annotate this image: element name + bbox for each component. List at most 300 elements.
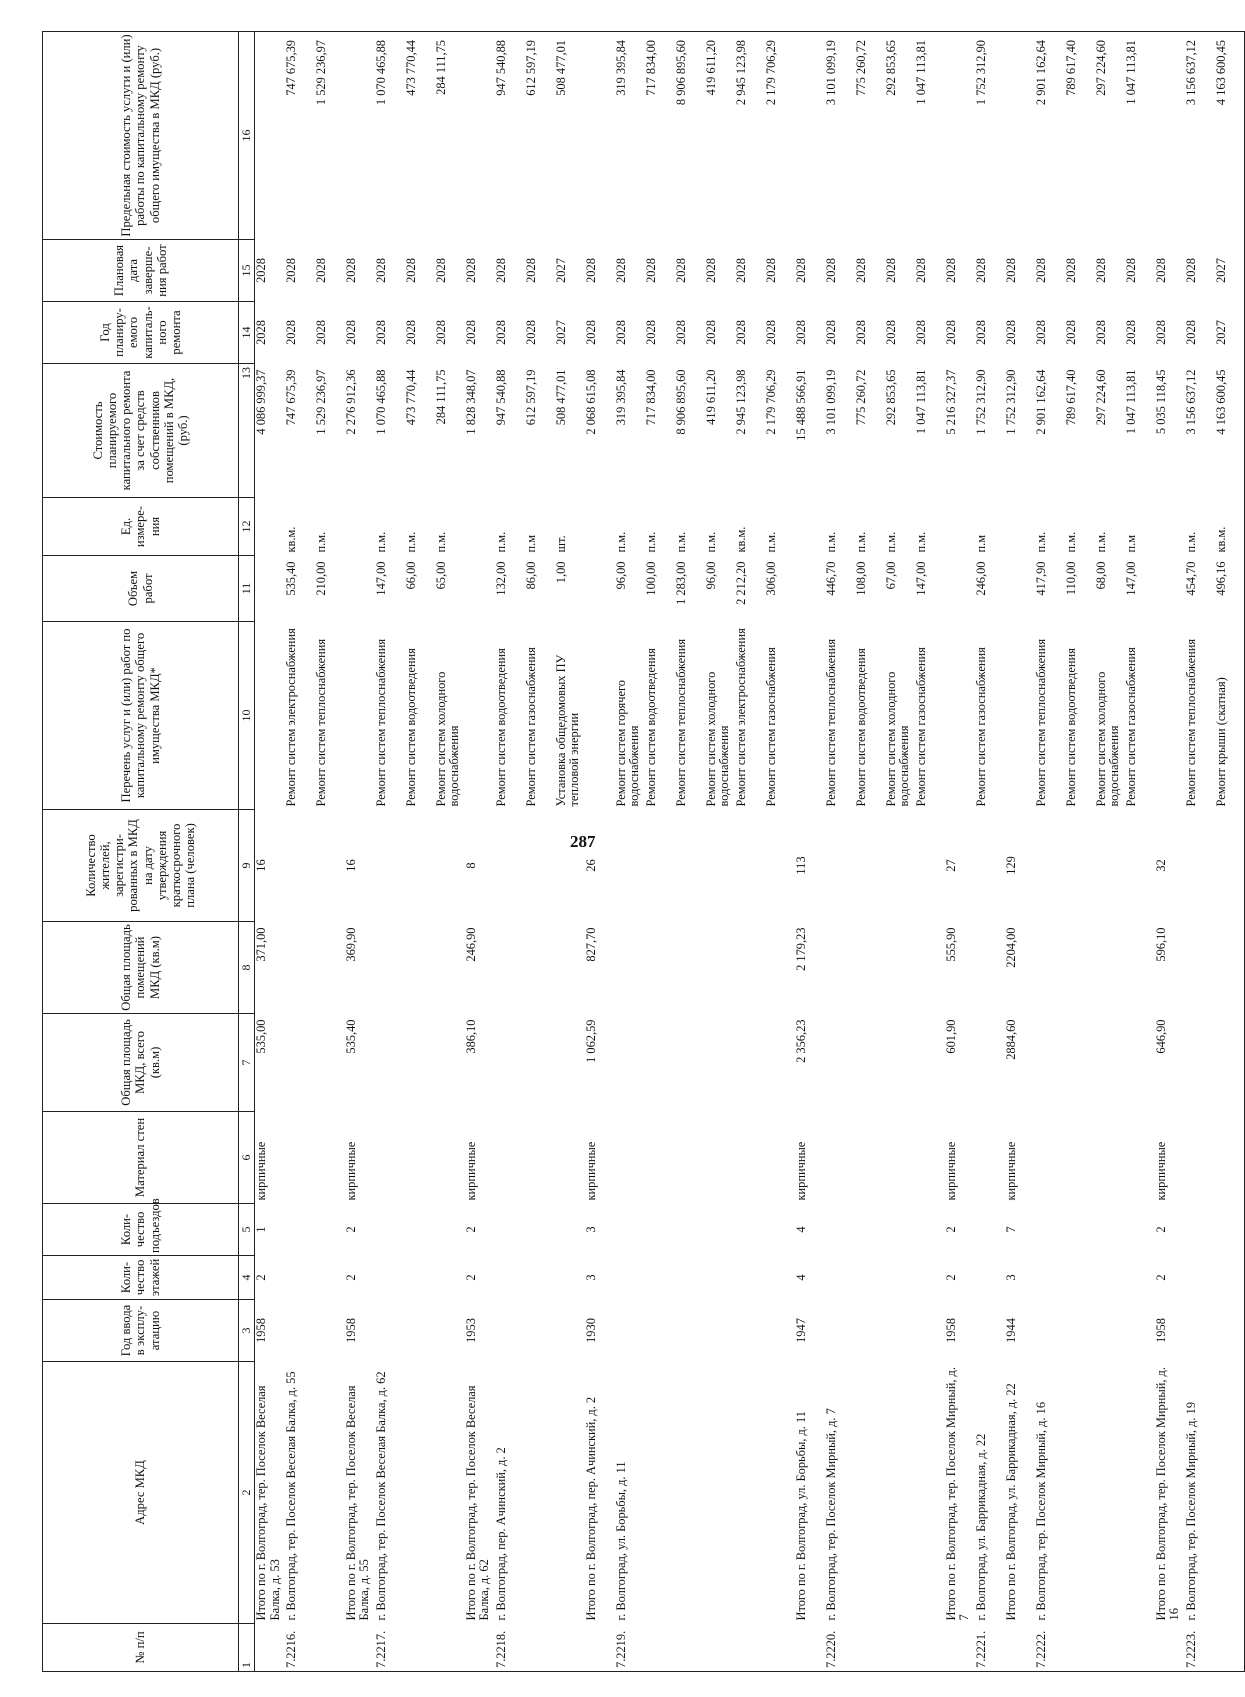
table-row <box>1215 32 1245 1672</box>
capital-repair-table <box>42 31 1245 1672</box>
cell-c12: п.м. <box>493 531 508 553</box>
cell-c5 <box>855 1204 885 1256</box>
cell-c14: 2028 <box>733 320 748 345</box>
cell-c2 <box>705 1362 735 1624</box>
cell-c14: 2028 <box>583 320 598 345</box>
cell-c9 <box>885 810 915 922</box>
cell-c15: 2028 <box>823 258 838 283</box>
cell-c3: 1958 <box>943 1318 958 1343</box>
cell-c10 <box>1005 622 1035 810</box>
cell-c8: 596,10 <box>1153 927 1168 962</box>
cell-c6 <box>1125 1112 1155 1204</box>
cell-c3 <box>1065 1300 1095 1362</box>
cell-c3 <box>1095 1300 1125 1362</box>
rotated-sheet <box>42 32 1228 1672</box>
cell-c6 <box>825 1112 855 1204</box>
cell-c11: 1 283,00 <box>673 561 688 605</box>
cell-c16: 2 945 123,98 <box>735 32 765 240</box>
cell-c13: 2 945 123,98 <box>733 369 748 435</box>
cell-c5 <box>735 1204 765 1256</box>
cell-c2: г. Волгоград, тер. Поселок Мирный, д. 7 <box>823 1408 838 1621</box>
column-number: 11 <box>239 556 255 622</box>
cell-c6 <box>1185 1112 1215 1204</box>
table-row <box>705 32 735 1672</box>
cell-c3 <box>885 1300 915 1362</box>
cell-c3 <box>315 1300 345 1362</box>
cell-c9: 16 <box>343 859 358 872</box>
cell-c16: 747 675,39 <box>285 32 315 240</box>
cell-c14: 2028 <box>1183 320 1198 345</box>
cell-c4 <box>885 1256 915 1300</box>
cell-c16: 292 853,65 <box>885 32 915 240</box>
cell-c1 <box>435 1624 465 1672</box>
cell-c15: 2028 <box>793 258 808 283</box>
cell-c5 <box>555 1204 585 1256</box>
table-row <box>645 32 675 1672</box>
table-row <box>915 32 945 1672</box>
cell-c8 <box>1065 922 1095 1014</box>
cell-c6 <box>765 1112 795 1204</box>
cell-c10: Ремонт систем электроснабжения <box>733 628 748 807</box>
cell-c8 <box>555 922 585 1014</box>
cell-c7 <box>705 1014 735 1112</box>
cell-c14: 2028 <box>793 320 808 345</box>
cell-c1 <box>1215 1624 1245 1672</box>
cell-c15: 2028 <box>1123 258 1138 283</box>
cell-c14: 2028 <box>853 320 868 345</box>
cell-c15: 2028 <box>373 258 388 283</box>
cell-c5 <box>285 1204 315 1256</box>
cell-c4 <box>525 1256 555 1300</box>
cell-c4 <box>435 1256 465 1300</box>
cell-c4 <box>675 1256 705 1300</box>
cell-c7 <box>885 1014 915 1112</box>
cell-c13: 292 853,65 <box>883 369 898 426</box>
cell-c16: 1 070 465,88 <box>375 32 405 240</box>
cell-c12: кв.м. <box>733 526 748 553</box>
cell-c2 <box>855 1362 885 1624</box>
column-number: 7 <box>239 1014 255 1112</box>
cell-c2 <box>1065 1362 1095 1624</box>
table-row <box>1185 32 1215 1672</box>
cell-c7 <box>1125 1014 1155 1112</box>
cell-c4 <box>285 1256 315 1300</box>
cell-c3: 1953 <box>463 1318 478 1343</box>
cell-c13: 8 906 895,60 <box>673 369 688 435</box>
cell-c8 <box>855 922 885 1014</box>
header-cell: Перечень услуг и (или) работ по капитальному ремонту общего имущества МКД* <box>43 622 239 810</box>
cell-c11: 108,00 <box>853 561 868 596</box>
cell-c1 <box>855 1624 885 1672</box>
cell-c14: 2028 <box>703 320 718 345</box>
cell-c12: п.м. <box>373 531 388 553</box>
cell-c8 <box>885 922 915 1014</box>
cell-c9 <box>765 810 795 922</box>
header-cell: Плановая дата заверше-ния работ <box>43 240 239 302</box>
cell-c12 <box>795 498 825 556</box>
cell-c13: 4 086 999,37 <box>254 369 268 435</box>
cell-c12: кв.м. <box>1215 498 1245 556</box>
cell-c7: 386,10 <box>463 1019 478 1054</box>
cell-c4 <box>975 1256 1005 1300</box>
cell-c4 <box>1065 1256 1095 1300</box>
cell-c13: 1 529 236,97 <box>313 369 328 435</box>
cell-c13: 775 260,72 <box>853 369 868 426</box>
cell-c3 <box>1215 1300 1245 1362</box>
cell-c15: 2028 <box>463 258 478 283</box>
table-row <box>315 32 345 1672</box>
cell-c15: 2028 <box>763 258 778 283</box>
cell-c6 <box>285 1112 315 1204</box>
cell-c8: 827,70 <box>583 927 598 962</box>
cell-c4 <box>915 1256 945 1300</box>
cell-c8: 2 179,23 <box>793 927 808 971</box>
cell-c7 <box>825 1014 855 1112</box>
cell-c16: 473 770,44 <box>405 32 435 240</box>
cell-c12 <box>465 498 495 556</box>
cell-c14: 2028 <box>343 320 358 345</box>
cell-c5: 4 <box>793 1226 808 1233</box>
cell-c16 <box>1005 32 1035 240</box>
cell-c6 <box>855 1112 885 1204</box>
cell-c10: Установка общедомовых ПУ тепловой энергии <box>553 654 582 807</box>
cell-c9: 16 <box>254 859 268 872</box>
cell-c6: кирпичные <box>1003 1141 1018 1201</box>
cell-c12: п.м. <box>313 531 328 553</box>
cell-c8: 555,90 <box>943 927 958 962</box>
cell-c6 <box>1215 1112 1245 1204</box>
cell-c9 <box>525 810 555 922</box>
cell-c9 <box>1035 810 1065 922</box>
cell-c2: Итого по г. Волгоград, тер. Поселок Веселая Балка, д. 55 <box>343 1385 372 1621</box>
cell-c2 <box>765 1362 795 1624</box>
cell-c14: 2028 <box>433 320 448 345</box>
cell-c4 <box>645 1256 675 1300</box>
cell-c4: 2 <box>1153 1274 1168 1281</box>
cell-c15: 2028 <box>583 258 598 283</box>
cell-c1 <box>1095 1624 1125 1672</box>
cell-c2: Итого по г. Волгоград, тер. Поселок Веселая Балка, д. 53 <box>254 1385 282 1621</box>
cell-c9 <box>1185 810 1215 922</box>
cell-c3 <box>645 1300 675 1362</box>
cell-c9 <box>855 810 885 922</box>
cell-c9: 113 <box>793 856 808 875</box>
cell-c10: Ремонт систем газоснабжения <box>1123 647 1138 807</box>
cell-c1 <box>705 1624 735 1672</box>
header-cell: Предельная стоимость услуги и (или) работы по капитальному ремонту общего имущества в МКД (руб.) <box>43 32 239 240</box>
cell-c13: 2 901 162,64 <box>1033 369 1048 435</box>
cell-c7: 535,40 <box>343 1019 358 1054</box>
cell-c5 <box>1215 1204 1245 1256</box>
cell-c8: 369,90 <box>343 927 358 962</box>
column-number: 14 <box>239 302 255 364</box>
cell-c3: 1958 <box>343 1318 358 1343</box>
cell-c7 <box>675 1014 705 1112</box>
cell-c6 <box>915 1112 945 1204</box>
cell-c6 <box>495 1112 525 1204</box>
cell-c2 <box>1215 1362 1245 1624</box>
cell-c13: 947 540,88 <box>493 369 508 426</box>
header-cell: Общая площадь помещений МКД (кв.м) <box>43 922 239 1014</box>
cell-c1 <box>675 1624 705 1672</box>
cell-c5: 2 <box>343 1226 358 1233</box>
cell-c5 <box>1185 1204 1215 1256</box>
cell-c9: 32 <box>1153 859 1168 872</box>
cell-c7 <box>1035 1014 1065 1112</box>
cell-c11: 535,40 <box>283 561 298 596</box>
cell-c2: г. Волгоград, тер. Поселок Веселая Балка, д. 55 <box>283 1371 298 1621</box>
cell-c13: 473 770,44 <box>403 369 418 426</box>
cell-c12 <box>255 498 285 556</box>
cell-c2 <box>405 1362 435 1624</box>
cell-c1: 7.2217. <box>375 1624 405 1672</box>
cell-c3: 1944 <box>1003 1318 1018 1343</box>
cell-c12: кв.м. <box>283 526 298 553</box>
cell-c16: 1 047 113,81 <box>915 32 945 240</box>
cell-c15: 2028 <box>313 258 328 283</box>
cell-c14: 2027 <box>1215 302 1245 364</box>
cell-c4 <box>765 1256 795 1300</box>
cell-c1 <box>885 1624 915 1672</box>
table-row <box>735 32 765 1672</box>
cell-c13: 3 101 099,19 <box>823 369 838 435</box>
cell-c2 <box>1095 1362 1125 1624</box>
column-number: 13 <box>239 364 255 498</box>
cell-c6 <box>705 1112 735 1204</box>
cell-c10 <box>945 622 975 810</box>
cell-c14: 2028 <box>523 320 538 345</box>
cell-c7 <box>525 1014 555 1112</box>
cell-c1 <box>465 1624 495 1672</box>
header-cell: Адрес МКД <box>43 1362 239 1624</box>
cell-c12: п.м. <box>1183 531 1198 553</box>
cell-c15: 2028 <box>733 258 748 283</box>
cell-c9 <box>705 810 735 922</box>
table-row <box>285 32 315 1672</box>
cell-c5: 2 <box>1153 1226 1168 1233</box>
cell-c10: Ремонт крыши (скатная) <box>1215 622 1245 810</box>
total-row <box>1005 32 1035 1672</box>
cell-c14: 2028 <box>673 320 688 345</box>
cell-c16: 2 179 706,29 <box>765 32 795 240</box>
cell-c1 <box>405 1624 435 1672</box>
cell-c16: 319 395,84 <box>615 32 645 240</box>
cell-c4 <box>315 1256 345 1300</box>
cell-c7 <box>735 1014 765 1112</box>
cell-c2: г. Волгоград, ул. Баррикадная, д. 22 <box>973 1433 988 1621</box>
cell-c4 <box>705 1256 735 1300</box>
cell-c1 <box>585 1624 615 1672</box>
cell-c7: 2 356,23 <box>793 1019 808 1063</box>
cell-c6: кирпичные <box>793 1141 808 1201</box>
cell-c4 <box>825 1256 855 1300</box>
cell-c11: 68,00 <box>1093 561 1108 590</box>
cell-c4 <box>1185 1256 1215 1300</box>
cell-c16: 3 101 099,19 <box>825 32 855 240</box>
cell-c10: Ремонт систем холодного водоснабжения <box>433 671 462 807</box>
cell-c1: 7.2220. <box>825 1624 855 1672</box>
cell-c5 <box>765 1204 795 1256</box>
cell-c4 <box>495 1256 525 1300</box>
cell-c10: Ремонт систем водоотведения <box>1063 648 1078 807</box>
column-number: 10 <box>239 622 255 810</box>
cell-c7 <box>405 1014 435 1112</box>
cell-c11: 2 212,20 <box>733 561 748 605</box>
cell-c6: кирпичные <box>583 1141 598 1201</box>
cell-c13: 284 111,75 <box>433 369 448 425</box>
cell-c15: 2028 <box>254 258 268 283</box>
cell-c11 <box>585 556 615 622</box>
cell-c8 <box>645 922 675 1014</box>
cell-c15: 2028 <box>1153 258 1168 283</box>
column-number: 8 <box>239 922 255 1014</box>
cell-c15: 2028 <box>673 258 688 283</box>
cell-c10 <box>1155 622 1185 810</box>
cell-c1: 7.2218. <box>495 1624 525 1672</box>
cell-c15: 2028 <box>493 258 508 283</box>
cell-c14: 2028 <box>643 320 658 345</box>
cell-c5 <box>915 1204 945 1256</box>
cell-c6: кирпичные <box>463 1141 478 1201</box>
cell-c9 <box>615 810 645 922</box>
cell-c1: 7.2221. <box>975 1624 1005 1672</box>
cell-c8 <box>705 922 735 1014</box>
cell-c13: 1 752 312,90 <box>1003 369 1018 435</box>
cell-c4 <box>555 1256 585 1300</box>
total-row <box>945 32 975 1672</box>
cell-c7 <box>375 1014 405 1112</box>
cell-c9 <box>735 810 765 922</box>
table-row <box>435 32 465 1672</box>
cell-c9 <box>375 810 405 922</box>
cell-c3 <box>855 1300 885 1362</box>
cell-c14: 2028 <box>823 320 838 345</box>
cell-c6: кирпичные <box>254 1141 268 1201</box>
header-cell: Год ввода в эксплу-атацию <box>43 1300 239 1362</box>
cell-c12 <box>945 498 975 556</box>
cell-c7 <box>315 1014 345 1112</box>
cell-c4 <box>405 1256 435 1300</box>
cell-c12: шт. <box>553 535 568 553</box>
cell-c11: 66,00 <box>403 561 418 590</box>
cell-c2 <box>315 1362 345 1624</box>
cell-c15: 2028 <box>883 258 898 283</box>
cell-c7 <box>615 1014 645 1112</box>
cell-c15: 2028 <box>703 258 718 283</box>
total-row <box>1155 32 1185 1672</box>
cell-c16: 1 529 236,97 <box>315 32 345 240</box>
cell-c1 <box>255 1624 285 1672</box>
cell-c8 <box>1125 922 1155 1014</box>
cell-c4 <box>1035 1256 1065 1300</box>
cell-c8 <box>375 922 405 1014</box>
cell-c2: Итого по г. Волгоград, тер. Поселок Мирный, д. 16 <box>1153 1367 1182 1621</box>
cell-c10: Ремонт систем теплоснабжения <box>823 638 838 807</box>
cell-c4: 2 <box>943 1274 958 1281</box>
cell-c16 <box>795 32 825 240</box>
cell-c16: 2 901 162,64 <box>1035 32 1065 240</box>
column-number-row <box>239 32 255 1672</box>
cell-c7 <box>1065 1014 1095 1112</box>
cell-c14: 2028 <box>1033 320 1048 345</box>
cell-c14: 2028 <box>463 320 478 345</box>
cell-c1 <box>735 1624 765 1672</box>
table-row <box>375 32 405 1672</box>
cell-c16: 1 752 312,90 <box>975 32 1005 240</box>
table-body <box>255 32 1245 1672</box>
cell-c12: п.м. <box>403 531 418 553</box>
cell-c3: 1958 <box>254 1318 268 1343</box>
cell-c13: 1 047 113,81 <box>1123 369 1138 435</box>
cell-c6 <box>675 1112 705 1204</box>
cell-c9 <box>915 810 945 922</box>
cell-c5 <box>1125 1204 1155 1256</box>
cell-c1 <box>525 1624 555 1672</box>
cell-c3 <box>555 1300 585 1362</box>
cell-c6 <box>975 1112 1005 1204</box>
cell-c12: п.м. <box>673 531 688 553</box>
table-row <box>855 32 885 1672</box>
cell-c12: п.м. <box>1063 531 1078 553</box>
cell-c9 <box>555 810 585 922</box>
cell-c1 <box>765 1624 795 1672</box>
cell-c14: 2027 <box>553 320 568 345</box>
cell-c15: 2028 <box>1003 258 1018 283</box>
cell-c9 <box>825 810 855 922</box>
cell-c13: 717 834,00 <box>643 369 658 426</box>
cell-c3 <box>495 1300 525 1362</box>
cell-c9 <box>675 810 705 922</box>
cell-c14: 2028 <box>1153 320 1168 345</box>
cell-c15: 2028 <box>283 258 298 283</box>
cell-c10 <box>795 622 825 810</box>
table-row <box>765 32 795 1672</box>
cell-c15: 2028 <box>943 258 958 283</box>
cell-c1 <box>555 1624 585 1672</box>
cell-c3 <box>375 1300 405 1362</box>
cell-c16: 717 834,00 <box>645 32 675 240</box>
header-cell: Количество жителей, зарегистри-рованных в МКД на дату утверждения краткосрочного плана (человек) <box>43 810 239 922</box>
cell-c8 <box>1185 922 1215 1014</box>
cell-c15: 2028 <box>913 258 928 283</box>
cell-c3: 1947 <box>793 1318 808 1343</box>
cell-c2: г. Волгоград, тер. Поселок Мирный, д. 19 <box>1183 1401 1198 1621</box>
cell-c2 <box>885 1362 915 1624</box>
cell-c8: 246,90 <box>463 927 478 962</box>
cell-c1: 7.2222. <box>1035 1624 1065 1672</box>
cell-c11: 454,70 <box>1183 561 1198 596</box>
cell-c4: 3 <box>1003 1274 1018 1281</box>
cell-c8 <box>735 922 765 1014</box>
cell-c2 <box>525 1362 555 1624</box>
cell-c4 <box>855 1256 885 1300</box>
cell-c1 <box>945 1624 975 1672</box>
cell-c7 <box>1215 1014 1245 1112</box>
cell-c2: г. Волгоград, тер. Поселок Веселая Балка, д. 62 <box>373 1371 388 1621</box>
cell-c4: 4 <box>793 1274 808 1281</box>
cell-c11: 446,70 <box>823 561 838 596</box>
cell-c4 <box>615 1256 645 1300</box>
cell-c14: 2028 <box>1063 320 1078 345</box>
cell-c5 <box>495 1204 525 1256</box>
cell-c10 <box>585 622 615 810</box>
cell-c9 <box>1095 810 1125 922</box>
cell-c3 <box>615 1300 645 1362</box>
cell-c5 <box>315 1204 345 1256</box>
cell-c1 <box>1065 1624 1095 1672</box>
cell-c4 <box>1215 1256 1245 1300</box>
cell-c4: 2 <box>463 1274 478 1281</box>
